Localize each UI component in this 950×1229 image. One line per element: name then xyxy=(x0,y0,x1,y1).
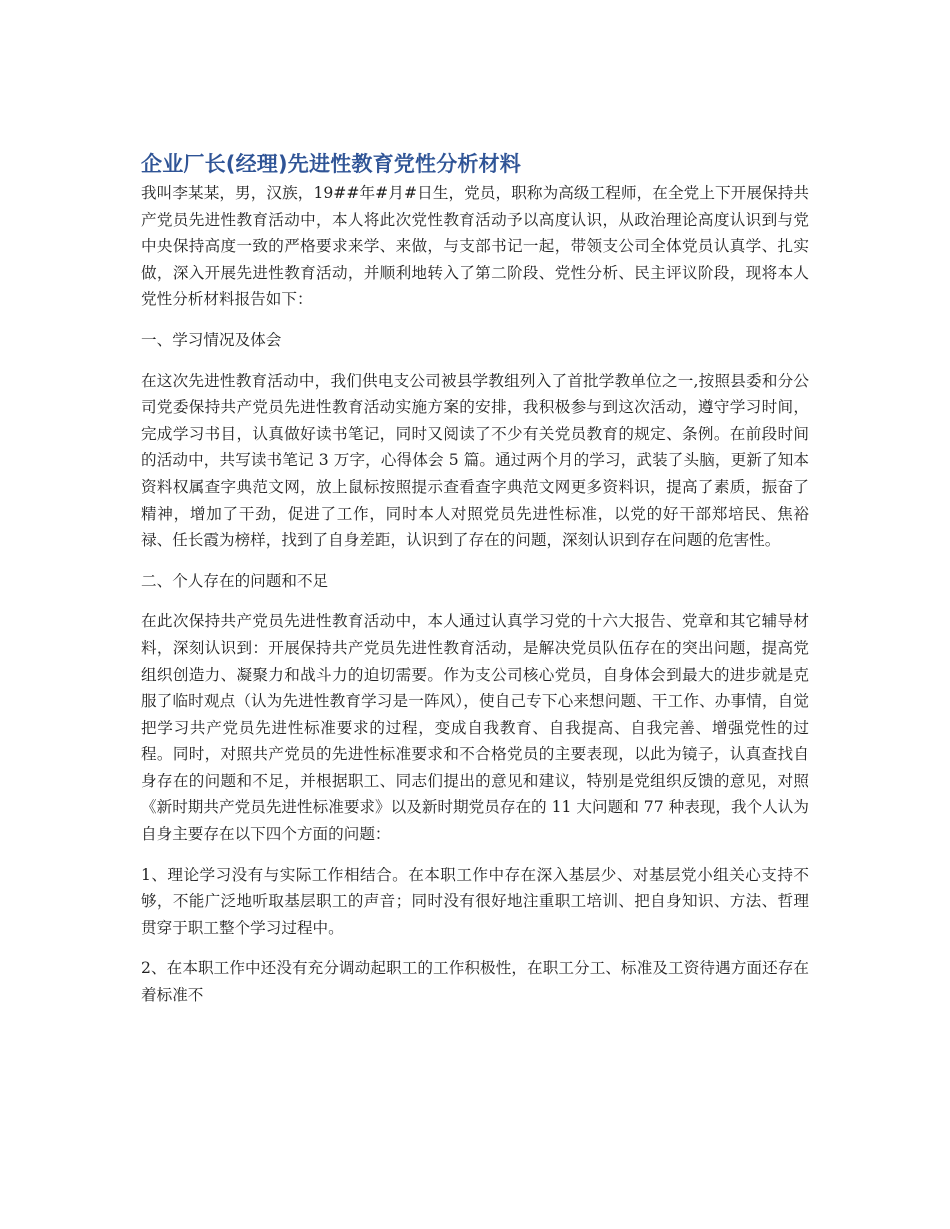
document-page xyxy=(141,148,809,1023)
intro-paragraph: 我叫李某某，男，汉族，19##年#月#日生，党员，职称为高级工程师，在全党上下开展保持共产党员先进性教育活动中，本人将此次党性教育活动予以高度认识，从政治理论高度认识到与党中央保持高度一致的严格要求来学、来做，与支部书记一起，带领支公司全体党员认真学、扎实做，深入开展先进性教育活动，并顺利地转入了第二阶段、党性分析、民主评议阶段，现将本人党性分析材料报告如下： xyxy=(141,184,809,309)
problem-item-2: 2、在本职工作中还没有充分调动起职工的工作积极性，在职工分工、标准及工资待遇方面还存在着标准不 xyxy=(141,959,809,1005)
section-heading-study: 一、学习情况及体会 xyxy=(141,330,282,349)
document-title: 企业厂长(经理)先进性教育党性分析材料 xyxy=(141,152,521,176)
section-body-problems: 在此次保持共产党员先进性教育活动中，本人通过认真学习党的十六大报告、党章和其它辅导材料，深刻认识到：开展保持共产党员先进性教育活动，是解决党员队伍存在的突出问题，提高党组织创造力、凝聚力和战斗力的迫切需要。作为支公司核心党员，自身体会到最大的进步就是克服了临时观点（认为先进性教育学习是一阵风），使自己专下心来想问题、干工作、办事情，自觉把学习共产党员先进性标准要求的过程，变成自我教育、自我提高、自我完善、增强党性的过程。同时，对照共产党员的先进性标准要求和不合格党员的主要表现，以此为镜子，认真查找自身存在的问题和不足，并根据职工、同志们提出的意见和建议，特别是党组织反馈的意见，对照《新时期共产党员先进性标准要求》以及新时期党员存在的 11 大问题和 77 种表现，我个人认为自身主要存在以下四个方面的问题： xyxy=(141,612,809,844)
problem-item-1: 1、理论学习没有与实际工作相结合。在本职工作中存在深入基层少、对基层党小组关心支持不够，不能广泛地听取基层职工的声音；同时没有很好地注重职工培训、把自身知识、方法、哲理贯穿于职工整个学习过程中。 xyxy=(141,865,809,937)
section-body-study: 在这次先进性教育活动中，我们供电支公司被县学教组列入了首批学教单位之一,按照县委和分公司党委保持共产党员先进性教育活动实施方案的安排，我积极参与到这次活动，遵守学习时间，完成学习书目，认真做好读书笔记，同时又阅读了不少有关党员教育的规定、条例。在前段时间的活动中，共写读书笔记 3 万字，心得体会 5 篇。通过两个月的学习，武装了头脑，更新了知本资料权属查字典范文网，放上鼠标按照提示查看查字典范文网更多资料识，提高了素质，振奋了精神，增加了干劲，促进了工作，同时本人对照党员先进性标准，以党的好干部郑培民、焦裕禄、任长霞为榜样，找到了自身差距，认识到了存在的问题，深刻认识到存在问题的危害性。 xyxy=(141,371,809,550)
section-heading-problems: 二、个人存在的问题和不足 xyxy=(141,571,329,590)
